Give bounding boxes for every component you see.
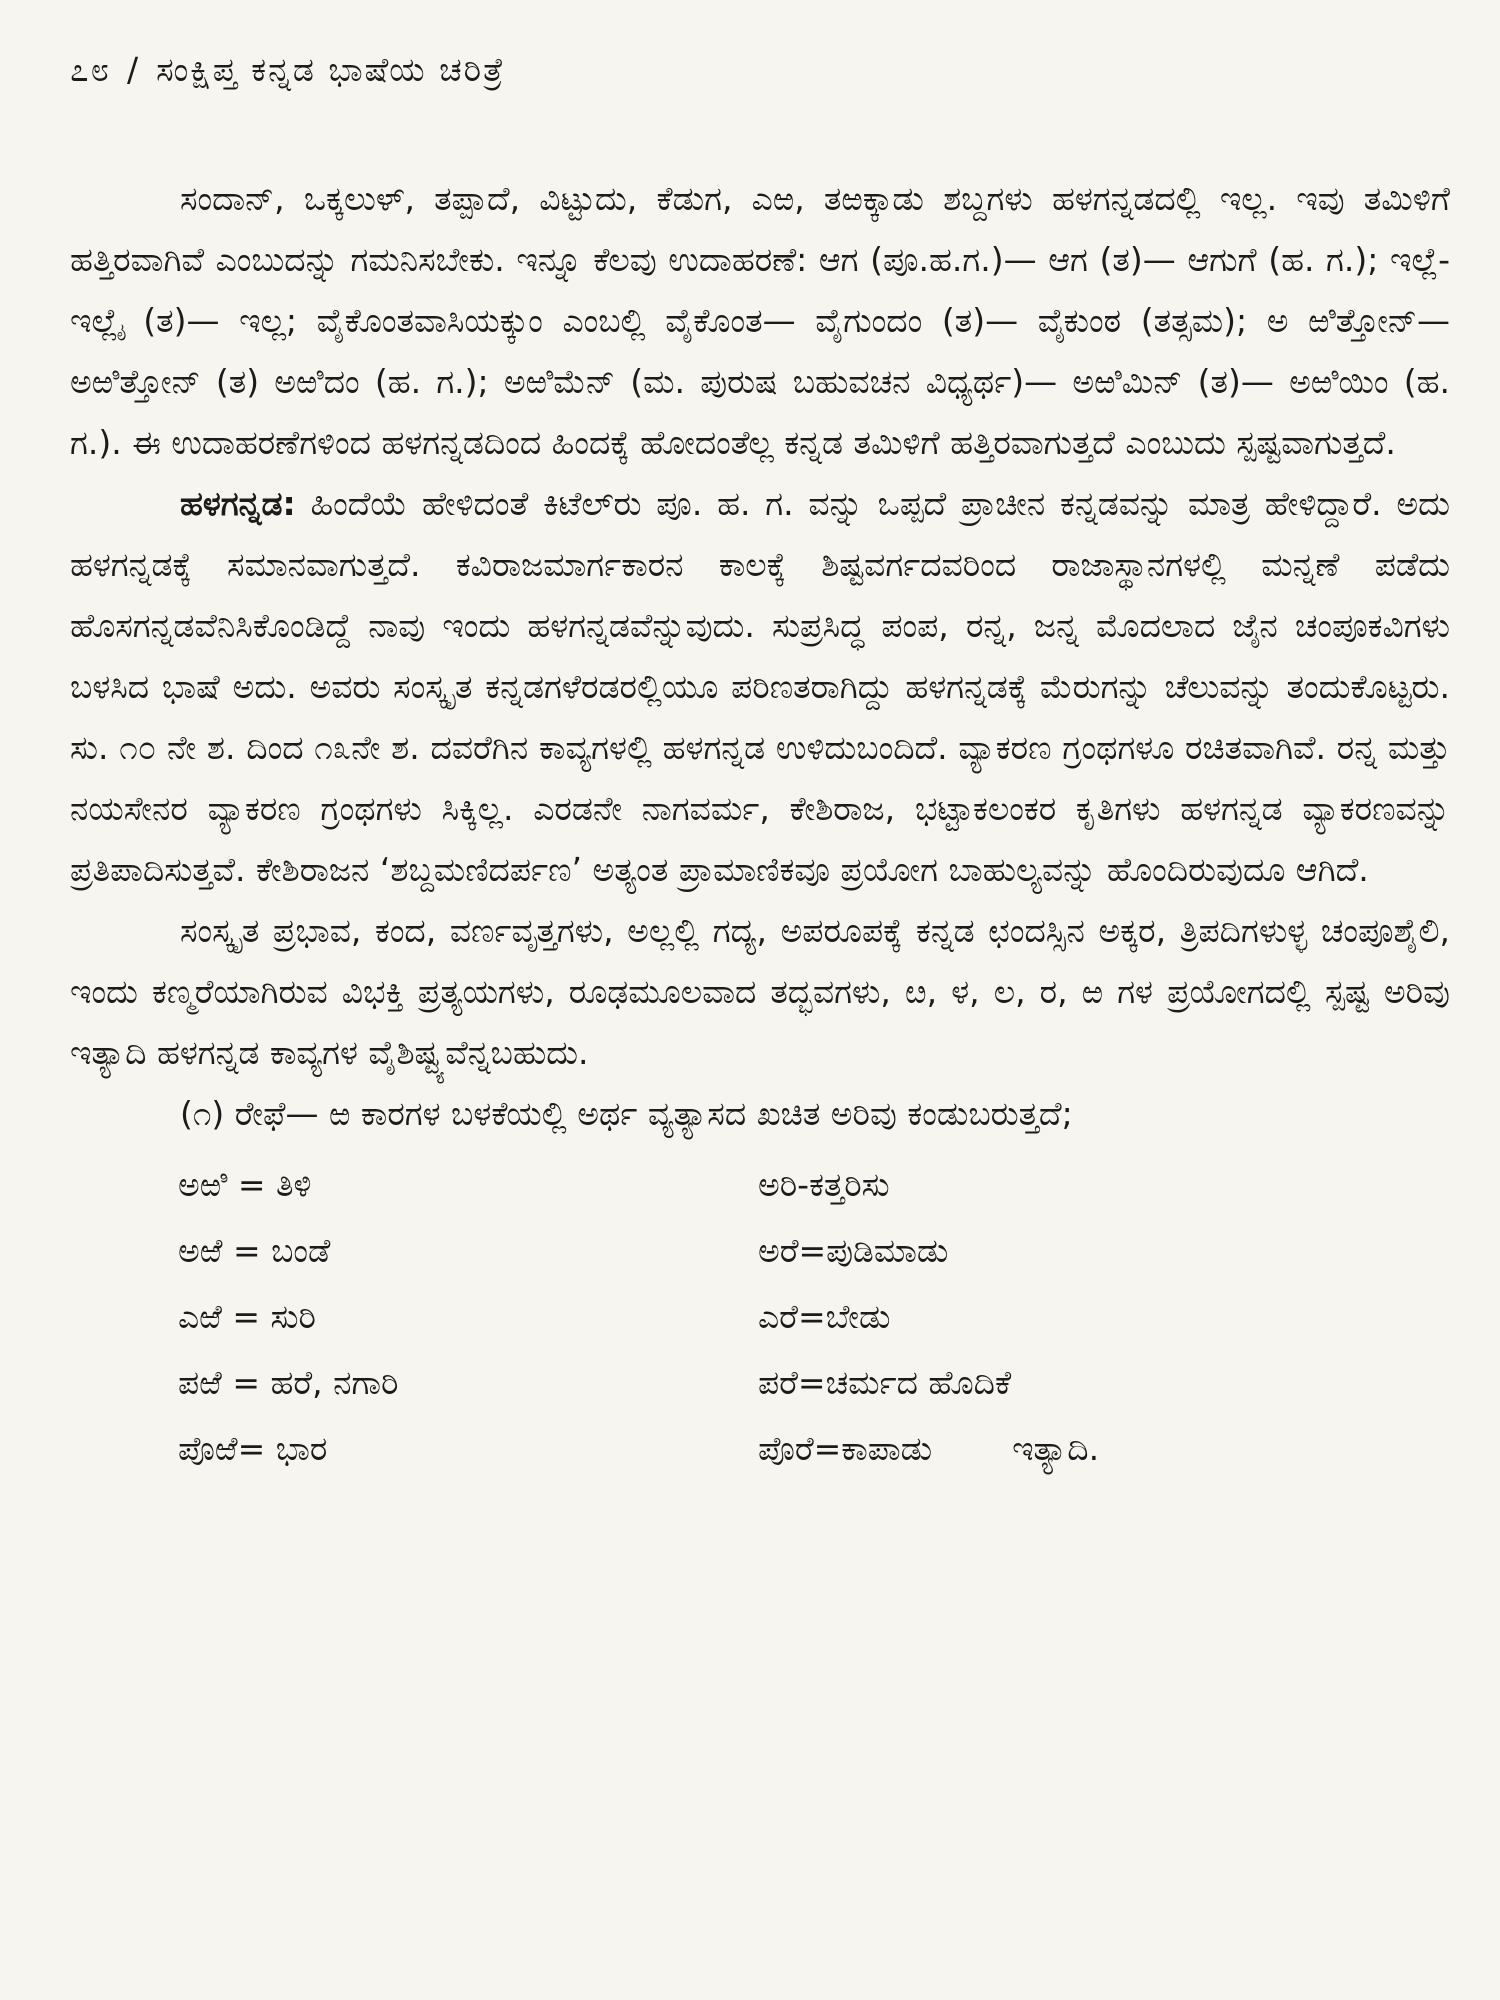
paragraph-text: ಹಿಂದೆಯೆ ಹೇಳಿದಂತೆ ಕಿಟೆಲ್‌ರು ಪೂ. ಹ. ಗ. ವನ್ನು ಒಪ್ಪದೆ ಪ್ರಾಚೀನ ಕನ್ನಡವನ್ನು ಮಾತ್ರ ಹೇಳಿದ್ದಾರೆ. ಅದು ಹಳಗನ್ನಡಕ್ಕೆ ಸಮಾನವಾಗುತ್ತದೆ. ಕವಿರಾಜಮಾರ್ಗಕಾರನ ಕಾಲಕ್ಕೆ ಶಿಷ್ಟವರ್ಗದವರಿಂದ ರಾಜಾಸ್ಥಾನಗಳಲ್ಲಿ ಮನ್ನಣೆ ಪಡೆದು ಹೊಸಗನ್ನಡವೆನಿಸಿಕೊಂಡಿದ್ದೆ ನಾವು ಇಂದು ಹಳಗನ್ನಡವೆನ್ನುವುದು. ಸುಪ್ರಸಿದ್ಧ ಪಂಪ, ರನ್ನ, ಜನ್ನ ಮೊದಲಾದ ಜೈನ ಚಂಪೂಕವಿಗಳು ಬಳಸಿದ ಭಾಷೆ ಅದು. ಅವರು ಸಂಸ್ಕೃತ ಕನ್ನಡಗಳೆರಡರಲ್ಲಿಯೂ ಪರಿಣತರಾಗಿದ್ದು ಹಳಗನ್ನಡಕ್ಕೆ ಮೆರುಗನ್ನು ಚೆಲುವನ್ನು ತಂದುಕೊಟ್ಟರು. ಸು. ೧೦ ನೇ ಶ. ದಿಂದ ೧೩ನೇ ಶ. ದವರೆಗಿನ ಕಾವ್ಯಗಳಲ್ಲಿ ಹಳಗನ್ನಡ ಉಳಿದುಬಂದಿದೆ. ವ್ಯಾಕರಣ ಗ್ರಂಥಗಳೂ ರಚಿತವಾಗಿವೆ. ರನ್ನ ಮತ್ತು ನಯಸೇನರ ವ್ಯಾಕರಣ ಗ್ರಂಥಗಳು ಸಿಕ್ಕಿಲ್ಲ. ಎರಡನೇ ನಾಗವರ್ಮ, ಕೇಶಿರಾಜ, ಭಟ್ಟಾಕಲಂಕರ ಕೃತಿಗಳು ಹಳಗನ್ನಡ ವ್ಯಾಕರಣವನ್ನು ಪ್ರತಿಪಾದಿಸುತ್ತವೆ. ಕೇಶಿರಾಜನ ‘ಶಬ್ದಮಣಿದರ್ಪಣ’ ಅತ್ಯಂತ ಪ್ರಾಮಾಣಿಕವೂ ಪ್ರಯೋಗ ಬಾಹುಲ್ಯವನ್ನು ಹೊಂದಿರುವುದೂ ಆಗಿದೆ.	[70, 483, 1450, 889]
paragraph-halegannada	[70, 473, 1450, 900]
word-pair-row	[178, 1284, 1450, 1350]
book-title: ಸಂಕ್ಷಿಪ್ತ ಕನ್ನಡ ಭಾಷೆಯ ಚರಿತ್ರೆ	[156, 50, 506, 89]
word-pair-row	[178, 1152, 1450, 1218]
word-pair-left: ಪೊಱೆ= ಭಾರ	[178, 1428, 328, 1468]
word-pair-right-text: ಪೊರೆ=ಕಾಪಾಡು	[758, 1428, 933, 1468]
word-pair-row	[178, 1218, 1450, 1284]
page-number: ೭೮	[70, 50, 111, 89]
section-lead: ಹಳಗನ್ನಡ:	[180, 483, 296, 523]
word-pair-row	[178, 1416, 1450, 1482]
word-pair-right: ಅರೆ=ಪುಡಿಮಾಡು	[758, 1230, 949, 1270]
word-pair-left: ಪಱೆ = ಹರೆ, ನಗಾರಿ	[178, 1362, 399, 1402]
word-pair-right: ಪರೆ=ಚರ್ಮದ ಹೊದಿಕೆ	[758, 1362, 1012, 1402]
running-header	[70, 50, 1450, 90]
paragraph-repha-note	[70, 1083, 1450, 1144]
paragraph-text: ಸಂದಾನ್, ಒಕ್ಕಲುಳ್, ತಪ್ಪಾದೆ, ವಿಟ್ಟುದು, ಕೆಡುಗ, ಎಱ, ತಱಕ್ಕಾಡು ಶಬ್ದಗಳು ಹಳಗನ್ನಡದಲ್ಲಿ ಇಲ್ಲ. ಇವು ತಮಿಳಿಗೆ ಹತ್ತಿರವಾಗಿವೆ ಎಂಬುದನ್ನು ಗಮನಿಸಬೇಕು. ಇನ್ನೂ ಕೆಲವು ಉದಾಹರಣೆ: ಆಗ (ಪೂ.ಹ.ಗ.)— ಆಗ (ತ)— ಆಗುಗೆ (ಹ. ಗ.); ಇಲ್ಲೆ-ಇಲ್ಲೈ (ತ)— ಇಲ್ಲ; ವೈಕೊಂತವಾಸಿಯಕ್ಕುಂ ಎಂಬಲ್ಲಿ ವೈಕೊಂತ— ವೈಗುಂದಂ (ತ)— ವೈಕುಂಠ (ತತ್ಸಮ); ಅ ಱಿತ್ತೋನ್— ಅಱಿತ್ತೋನ್ (ತ) ಅಱಿದಂ (ಹ. ಗ.); ಅಱಿಮೆನ್ (ಮ. ಪುರುಷ ಬಹುವಚನ ವಿಧ್ಯರ್ಥ)— ಅಱಿಮಿನ್ (ತ)— ಅಱಿಯಿಂ (ಹ. ಗ.). ಈ ಉದಾಹರಣೆಗಳಿಂದ ಹಳಗನ್ನಡದಿಂದ ಹಿಂದಕ್ಕೆ ಹೋದಂತೆಲ್ಲ ಕನ್ನಡ ತಮಿಳಿಗೆ ಹತ್ತಿರವಾಗುತ್ತದೆ ಎಂಬುದು ಸ್ಪಷ್ಟವಾಗುತ್ತದೆ.	[70, 178, 1450, 462]
paragraph-features	[70, 900, 1450, 1083]
paragraph-text: (೧) ರೇಫೆ— ಱ ಕಾರಗಳ ಬಳಕೆಯಲ್ಲಿ ಅರ್ಥ ವ್ಯತ್ಯಾಸದ ಖಚಿತ ಅರಿವು ಕಂಡುಬರುತ್ತದೆ;	[180, 1093, 1073, 1133]
word-pair-list	[178, 1152, 1450, 1482]
paragraph-text: ಸಂಸ್ಕೃತ ಪ್ರಭಾವ, ಕಂದ, ವರ್ಣವೃತ್ತಗಳು, ಅಲ್ಲಲ್ಲಿ ಗದ್ಯ, ಅಪರೂಪಕ್ಕೆ ಕನ್ನಡ ಛಂದಸ್ಸಿನ ಅಕ್ಕರ, ತ್ರಿಪದಿಗಳುಳ್ಳ ಚಂಪೂಶೈಲಿ, ಇಂದು ಕಣ್ಮರೆಯಾಗಿರುವ ವಿಭಕ್ತಿ ಪ್ರತ್ಯಯಗಳು, ರೂಢಮೂಲವಾದ ತದ್ಭವಗಳು, ೞ, ಳ, ಲ, ರ, ಱ ಗಳ ಪ್ರಯೋಗದಲ್ಲಿ ಸ್ಪಷ್ಟ ಅರಿವು ಇತ್ಯಾದಿ ಹಳಗನ್ನಡ ಕಾವ್ಯಗಳ ವೈಶಿಷ್ಟ್ಯವೆನ್ನಬಹುದು.	[70, 910, 1450, 1072]
word-pair-left: ಅಱಿ = ತಿಳಿ	[178, 1164, 312, 1204]
body-text	[70, 168, 1450, 1144]
word-pair-left: ಅಱೆ = ಬಂಡೆ	[178, 1230, 331, 1270]
word-pair-right	[758, 1416, 1099, 1482]
word-list-closing: ಇತ್ಯಾದಿ.	[1012, 1428, 1100, 1468]
header-separator: /	[126, 50, 141, 89]
word-pair-right: ಎರೆ=ಬೇಡು	[758, 1296, 891, 1336]
word-pair-right: ಅರಿ-ಕತ್ತರಿಸು	[758, 1164, 890, 1204]
word-pair-row	[178, 1350, 1450, 1416]
word-pair-left: ಎಱೆ = ಸುರಿ	[178, 1296, 316, 1336]
paragraph-tamil-comparison	[70, 168, 1450, 473]
